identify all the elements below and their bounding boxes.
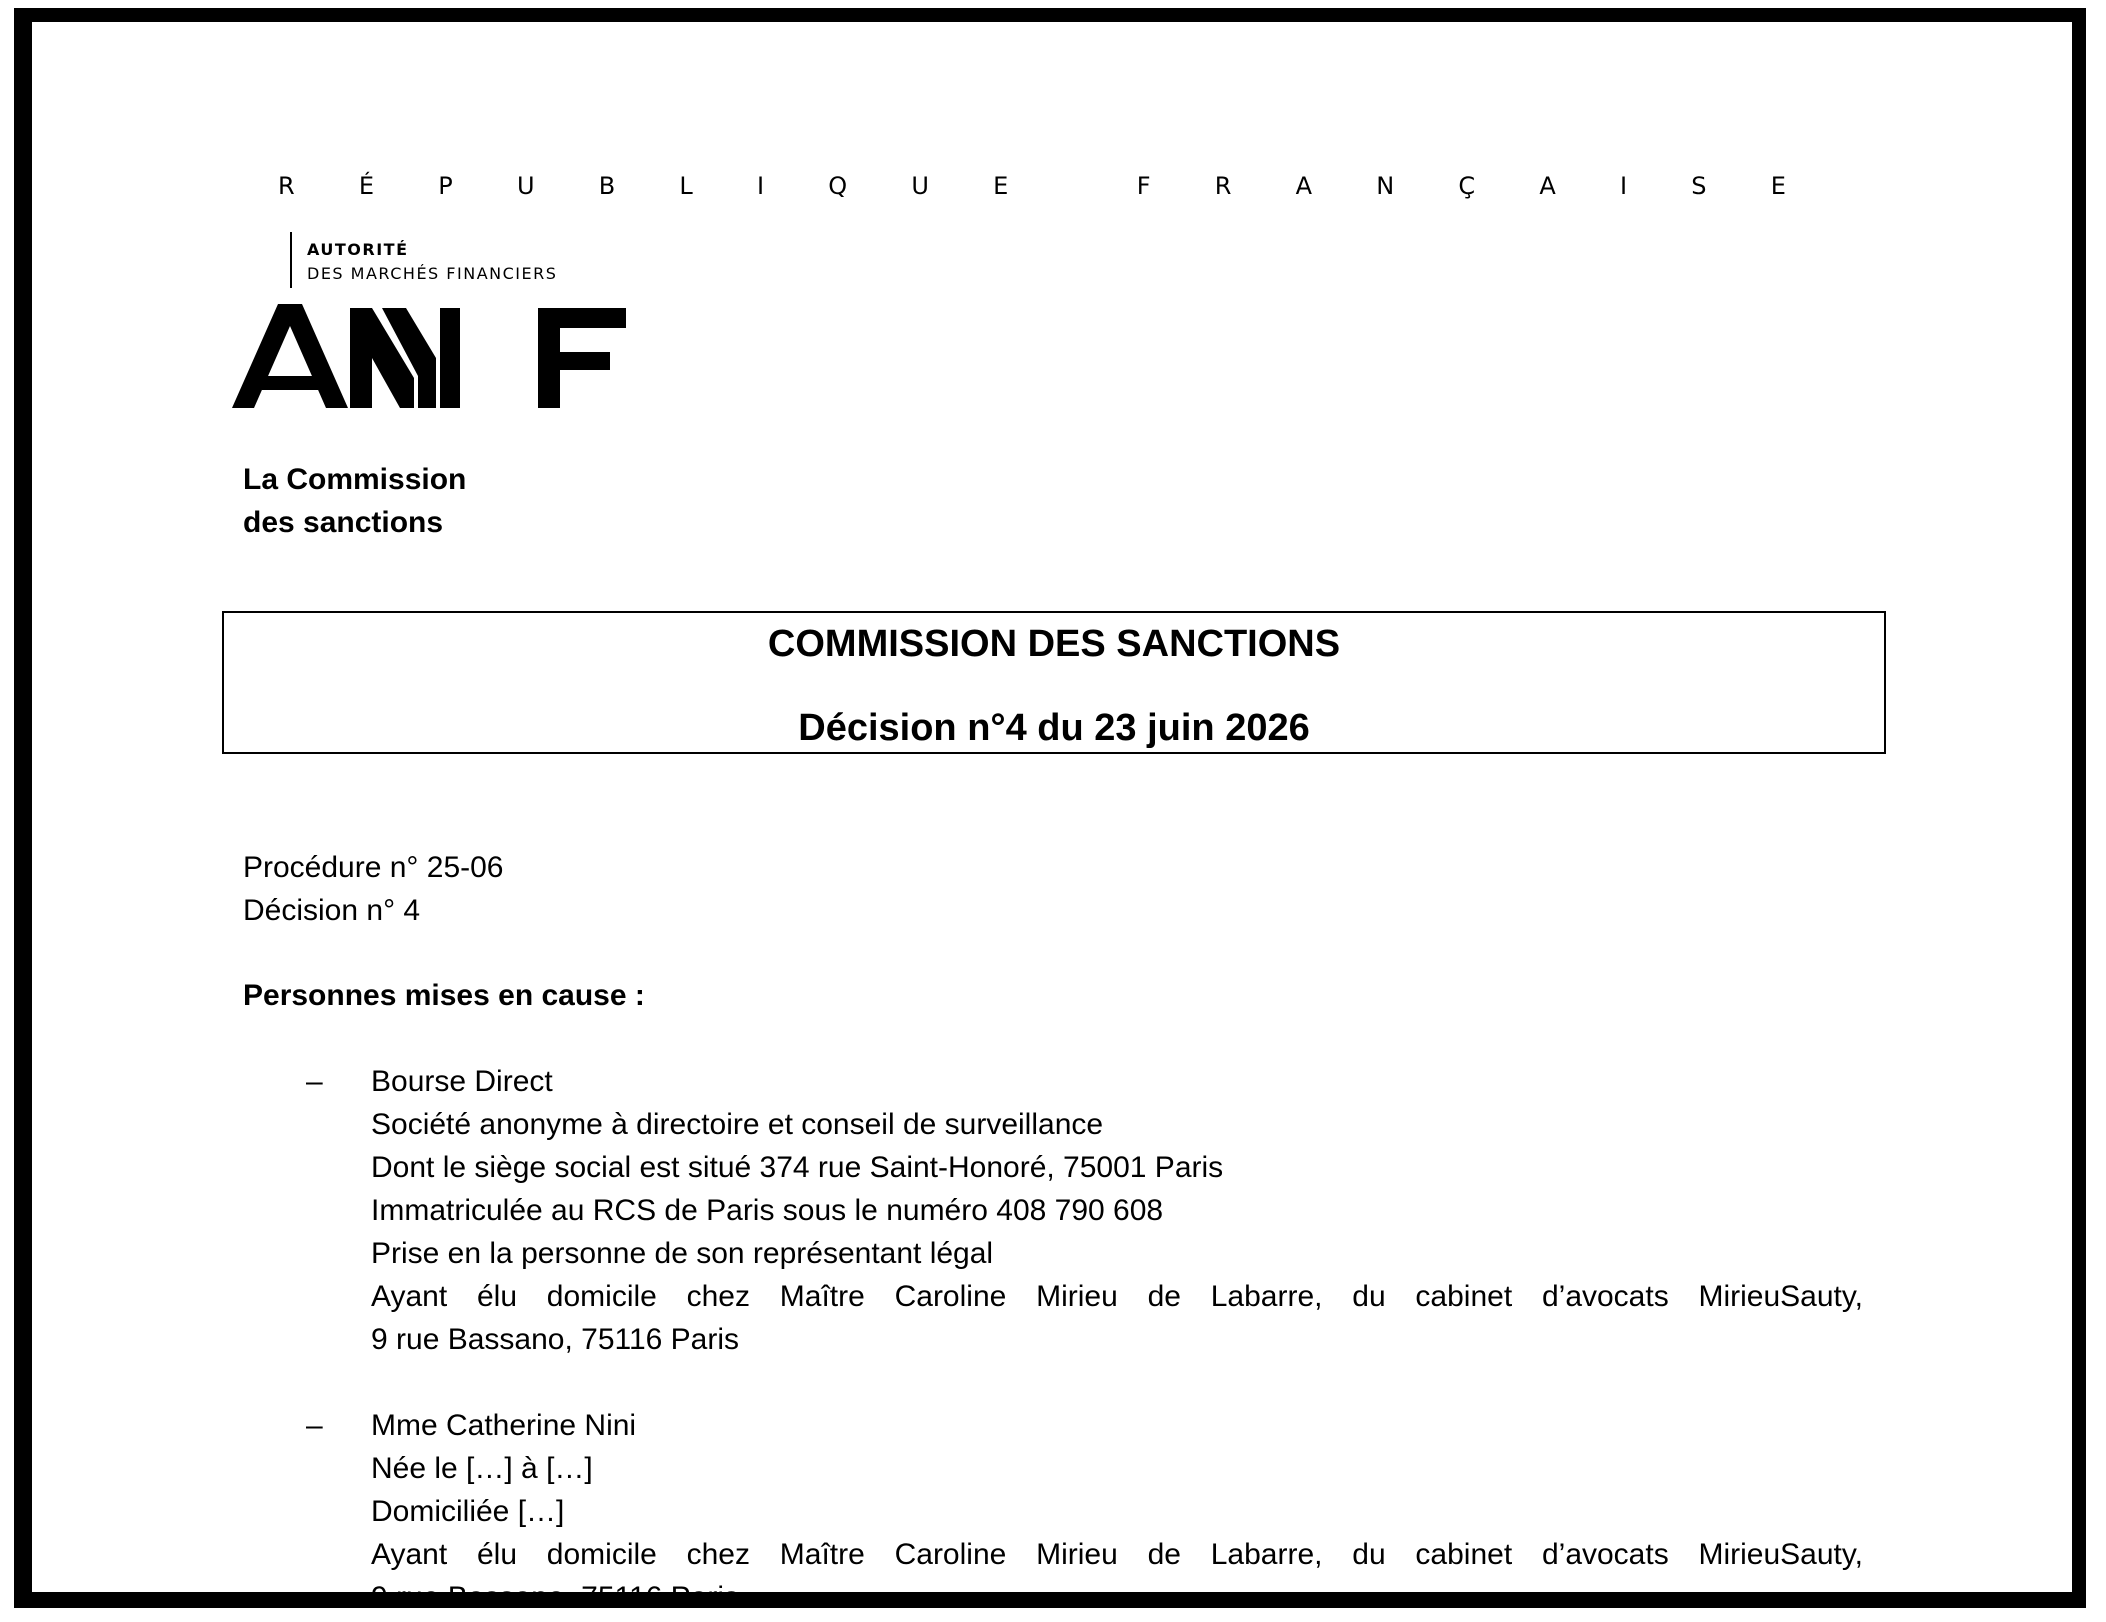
header-letter: S — [1691, 172, 1707, 200]
procedure-block — [243, 846, 504, 932]
header-letter: A — [1295, 172, 1313, 200]
procedure-number: Procédure n° 25-06 — [243, 851, 504, 884]
decision-title-box — [222, 611, 1886, 754]
republique-francaise-header — [278, 172, 1786, 200]
frame-border-left — [14, 8, 32, 1608]
header-letter: Ç — [1458, 172, 1476, 200]
person-line: Immatriculée au RCS de Paris sous le numéro 408 790 608 — [371, 1194, 1164, 1227]
commission-label — [243, 458, 466, 544]
person-line: 9 rue Bassano, 75116 Paris — [371, 1323, 740, 1356]
amf-logo — [232, 228, 632, 419]
frame-border-top — [14, 8, 2086, 22]
person-line: Dont le siège social est situé 374 rue Saint-Honoré, 75001 Paris — [371, 1151, 1224, 1184]
title-decision: Décision n°4 du 23 juin 2026 — [798, 707, 1310, 749]
list-dash: – — [306, 1409, 323, 1442]
persons-heading: Personnes mises en cause : — [243, 979, 645, 1012]
person-item-bourse-direct — [243, 1060, 1863, 1361]
header-letter: U — [516, 172, 535, 200]
commission-label-line: des sanctions — [243, 506, 444, 539]
header-letter: Q — [828, 172, 848, 200]
person-line: Domiciliée […] — [371, 1495, 565, 1528]
header-letter: R — [278, 172, 295, 200]
person-line: Ayant élu domicile chez Maître Caroline Mirieu de Labarre, du cabinet d’avocats MirieuSauty, — [371, 1280, 1863, 1313]
svg-text:AUTORITÉ: AUTORITÉ — [307, 240, 409, 259]
person-line: Mme Catherine Nini — [371, 1409, 637, 1442]
header-letter: F — [1136, 172, 1151, 200]
header-letter: E — [1770, 172, 1786, 200]
header-letter: É — [358, 172, 375, 200]
header-letter: R — [1214, 172, 1232, 200]
header-letter: P — [438, 172, 453, 200]
header-letter: I — [756, 172, 765, 200]
person-line: Ayant élu domicile chez Maître Caroline Mirieu de Labarre, du cabinet d’avocats MirieuSauty, — [371, 1538, 1863, 1571]
header-letter: A — [1539, 172, 1556, 200]
header-letter: L — [679, 172, 693, 200]
frame-border-bottom — [14, 1592, 2086, 1608]
header-letter: E — [993, 172, 1009, 200]
person-line: Société anonyme à directoire et conseil de surveillance — [371, 1108, 1104, 1141]
person-item-catherine-nini — [243, 1404, 1863, 1619]
commission-label-line: La Commission — [243, 463, 467, 496]
person-line: Prise en la personne de son représentant légal — [371, 1237, 994, 1270]
list-dash: – — [306, 1065, 323, 1098]
person-line: Née le […] à […] — [371, 1452, 593, 1485]
page-margin-bottom — [0, 1608, 2106, 1622]
header-letter: I — [1620, 172, 1628, 200]
header-letter: U — [911, 172, 929, 200]
svg-text:DES MARCHÉS FINANCIERS: DES MARCHÉS FINANCIERS — [307, 264, 558, 283]
decision-number: Décision n° 4 — [243, 894, 421, 927]
frame-border-right — [2072, 8, 2086, 1608]
title-commission: COMMISSION DES SANCTIONS — [767, 623, 1341, 665]
header-letter: B — [598, 172, 616, 200]
amf-logo-graphic — [232, 228, 632, 414]
person-line: Bourse Direct — [371, 1065, 553, 1098]
header-letter: N — [1376, 172, 1395, 200]
